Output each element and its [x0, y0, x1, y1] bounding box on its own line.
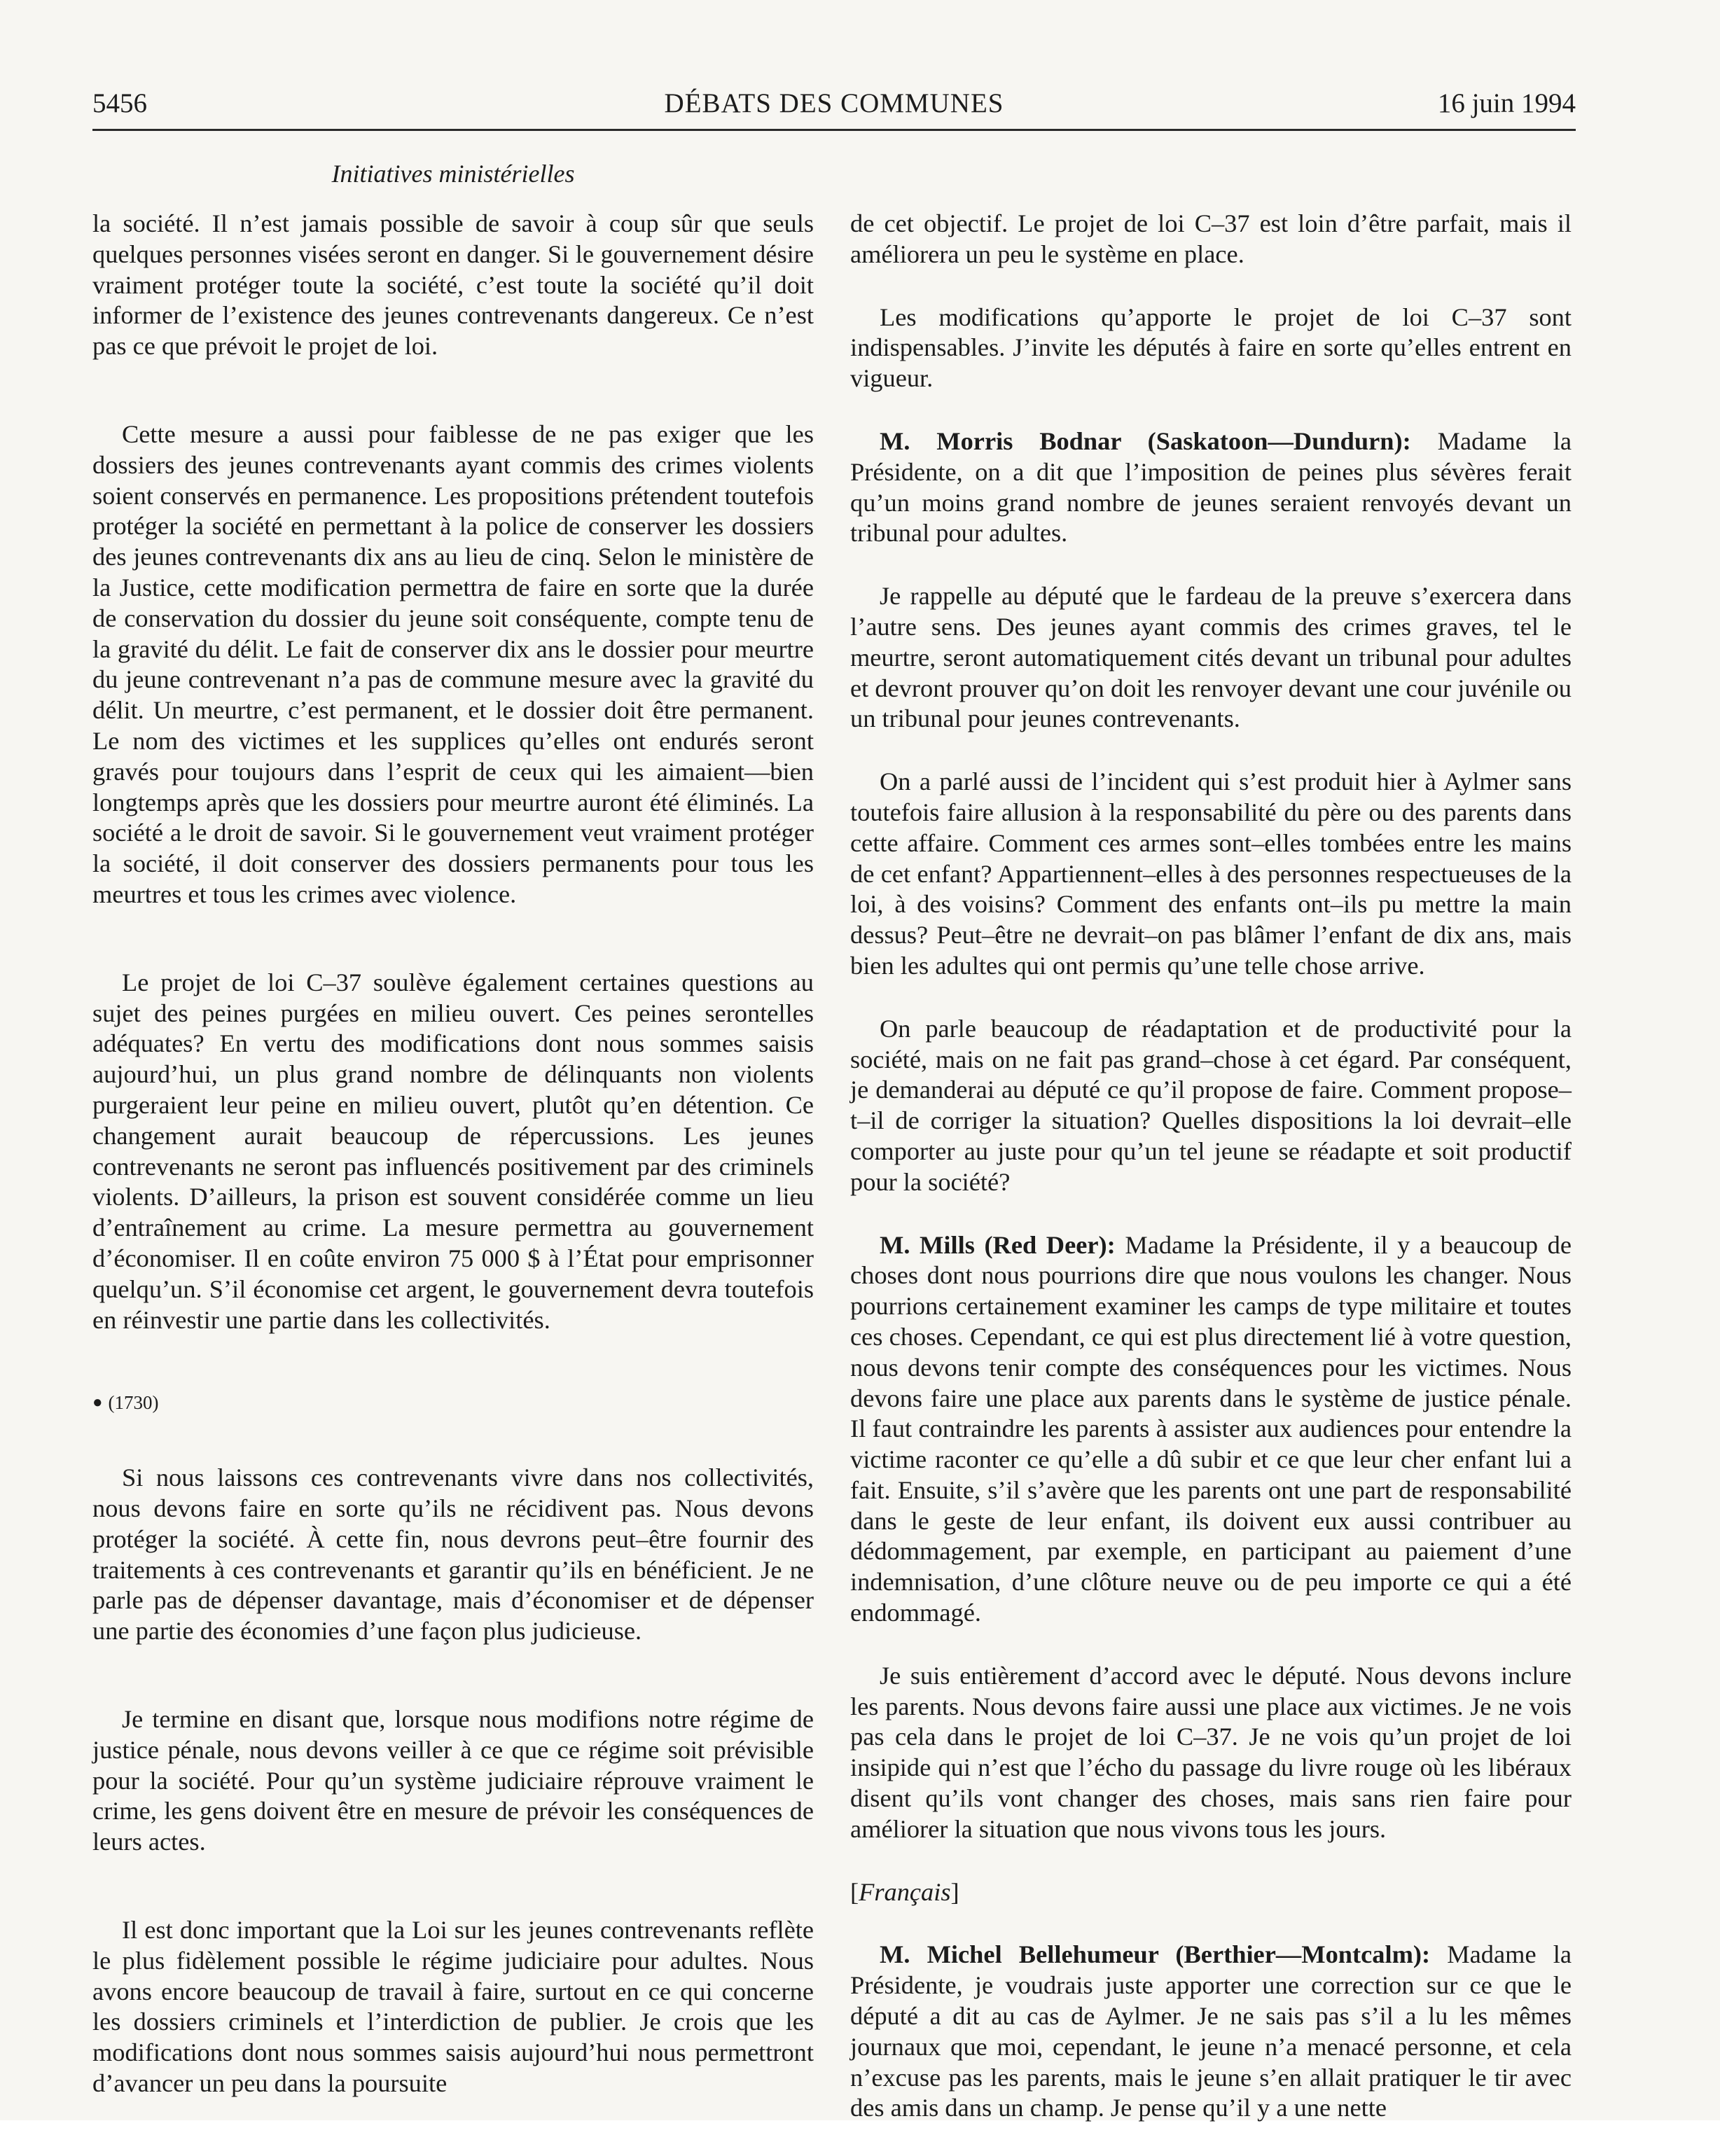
speaker-paragraph	[850, 1940, 1572, 2124]
paragraph: Si nous laissons ces contrevenants vivre dans nos collectivités, nous devons faire en sorte qu’ils ne récidivent pas. Nous devons protéger la société. À cette fin, nous devrons peut–être fournir des traitements à ces contrevenants et garantir qu’ils en bénéficient. Je ne parle pas de dépenser davantage, mais d’économiser et de dépenser une partie des économies d’une façon plus judicieuse.	[92, 1463, 814, 1646]
bullet-icon: ●	[92, 1393, 103, 1412]
right-column	[850, 209, 1572, 2156]
paragraph: Il est donc important que la Loi sur les jeunes contrevenants reflète le plus fidèlement possible le régime judiciaire pour adultes. Nous avons encore beaucoup de travail à faire, surtout en ce qui concerne les dossiers criminels et l’interdiction de publier. Je crois que les modifications dont nous sommes saisis aujourd’hui nous permettront d’avancer un peu dans la poursuite	[92, 1916, 814, 2098]
paragraph: de cet objectif. Le projet de loi C–37 est loin d’être parfait, mais il améliorera un peu le système en place.	[850, 209, 1572, 268]
paragraph: On a parlé aussi de l’incident qui s’est produit hier à Aylmer sans toutefois faire allusion à la responsabilité du père ou des parents dans cette affaire. Comment ces armes sont–elles tombées entre les mains de cet enfant? Appartiennent–elles à des personnes respectueuses de la loi, à des voisins? Comment des enfants ont–ils pu mettre la main dessus? Peut–être ne devrait–on pas blâmer l’enfant de dix ans, mais bien les adultes qui ont permis qu’une telle chose arrive.	[850, 767, 1572, 980]
page-number: 5456	[92, 88, 147, 118]
paragraph: On parle beaucoup de réadaptation et de productivité pour la société, mais on ne fait pas grand–chose à cet égard. Par conséquent, je demanderai au député ce qu’il propose de faire. Comment propose–t–il de corriger la situation? Quelles dispositions la loi devrait–elle comporter au juste pour qu’un tel jeune se réadapte et soit productif pour la société?	[850, 1014, 1572, 1196]
speech-text: Madame la Présidente, il y a beaucoup de choses dont nous pourrions dire que nous voulons les changer. Nous pourrions certainement examiner les camps de type militaire et toutes ces choses. Cependant, ce qui est plus directement lié à votre question, nous devons tenir compte des conséquences pour les victimes. Nous devons faire une place aux parents dans le système de justice pénale. Il faut contraindre les parents à assister aux audiences pour entendre la victime raconter ce qu’elle a dû subir et ce que leur cher enfant lui a fait. Ensuite, s’il s’avère que les parents ont une part de responsabilité dans le geste de leur enfant, ils doivent eux aussi contribuer au dédommagement, par exemple, en participant au paiement d’une indemnisation, d’une clôture neuve ou de peu importe ce qui a été endommagé.	[850, 1230, 1572, 1627]
time-marker	[92, 1389, 814, 1417]
page-header	[92, 83, 1576, 131]
language-tag: [Français]	[850, 1877, 959, 1906]
paragraph: la société. Il n’est jamais possible de savoir à coup sûr que seuls quelques personnes visées seront en danger. Si le gouvernement désire vraiment protéger toute la société, c’est toute la société qu’il doit informer de l’existence des jeunes contrevenants dangereux. Ce n’est pas ce que prévoit le projet de loi.	[92, 209, 814, 361]
speaker-paragraph	[850, 1230, 1572, 1629]
running-title: DÉBATS DES COMMUNES	[664, 88, 1004, 118]
paragraph: Je rappelle au député que le fardeau de la preuve s’exercera dans l’autre sens. Des jeunes ayant commis des crimes graves, tel le meurtre, seront automatiquement cités devant un tribunal pour adultes et devront prouver qu’on doit les renvoyer devant une cour juvénile ou un tribunal pour jeunes contrevenants.	[850, 582, 1572, 733]
paragraph: Le projet de loi C–37 soulève également certaines questions au sujet des peines purgées en milieu ouvert. Ces peines serontelles adéquates? En vertu des modifications dont nous sommes saisis aujourd’hui, un plus grand nombre de délinquants non violents purgeraient leur peine en milieu ouvert, plutôt qu’en détention. Ce changement aurait beaucoup de répercussions. Les jeunes contrevenants ne seront pas influencés positivement par des criminels violents. D’ailleurs, la prison est souvent considérée comme un lieu d’entraînement au crime. La mesure permettra au gouvernement d’économiser. Il en coûte environ 75 000 $ à l’État pour emprisonner quelqu’un. S’il économise cet argent, le gouvernement devra toutefois en réinvestir une partie dans les collectivités.	[92, 968, 814, 1334]
time-marker-text: (1730)	[108, 1392, 159, 1414]
page-date: 16 juin 1994	[1437, 88, 1576, 118]
speaker-paragraph	[850, 426, 1572, 549]
section-heading: Initiatives ministérielles	[331, 160, 575, 188]
language-name: Français	[859, 1877, 951, 1906]
speaker-name: M. Mills (Red Deer):	[880, 1230, 1116, 1259]
paragraph: Je termine en disant que, lorsque nous modifions notre régime de justice pénale, nous devons veiller à ce que ce régime soit prévisible pour la société. Pour qu’un système judiciaire réprouve vraiment le crime, les gens doivent être en mesure de prévoir les conséquences de leurs actes.	[92, 1705, 814, 1856]
speaker-name: M. Michel Bellehumeur (Berthier—Montcalm):	[880, 1940, 1431, 1969]
paragraph: Cette mesure a aussi pour faiblesse de ne pas exiger que les dossiers des jeunes contrevenants ayant commis des crimes violents soient conservés en permanence. Les propositions prétendent toutefois protéger la société en permettant à la police de conserver les dossiers des jeunes contrevenants dix ans au lieu de cinq. Selon le ministère de la Justice, cette modification permettra de faire en sorte que la durée de conservation du dossier du jeune soit conséquente, compte tenu de la gravité du délit. Le fait de conserver dix ans le dossier pour meurtre du jeune contrevenant n’a pas de commune mesure avec la gravité du délit. Un meurtre, c’est permanent, et le dossier doit être permanent. Le nom des victimes et les supplices qu’elles ont endurés seront gravés pour toujours dans l’esprit de ceux qui les aimaient—bien longtemps après que les dossiers pour meurtre auront été éliminés. La société a le droit de savoir. Si le gouvernement veut vraiment protéger la société, il doit conserver des dossiers permanents pour tous les meurtres et tous les crimes avec violence.	[92, 419, 814, 908]
speaker-name: M. Morris Bodnar (Saskatoon—Dundurn):	[880, 426, 1411, 455]
speech-text: Madame la Présidente, je voudrais juste apporter une correction sur ce que le député a dit au cas de Aylmer. Je ne sais pas s’il a lu les mêmes journaux que moi, cependant, le jeune n’a menacé personne, et cela n’excuse pas les parents, mais le jeune s’en allait pratiquer le tir avec des amis dans un champ. Je pense qu’il y a une nette	[850, 1940, 1572, 2122]
paragraph: Je suis entièrement d’accord avec le député. Nous devons inclure les parents. Nous devons faire aussi une place aux victimes. Je ne vois pas cela dans le projet de loi C–37. Je ne vois qu’un projet de loi insipide qui n’est que l’écho du passage du livre rouge où les libéraux disent qu’ils vont changer des choses, mais sans rien faire pour améliorer la situation que nous vivons tous les jours.	[850, 1661, 1572, 1843]
speech-text: Madame la Présidente, on a dit que l’imposition de peines plus sévères ferait qu’un moins grand nombre de jeunes seraient renvoyés devant un tribunal pour adultes.	[850, 426, 1572, 548]
left-column	[92, 209, 814, 2131]
paragraph: Les modifications qu’apporte le projet de loi C–37 sont indispensables. J’invite les députés à faire en sorte qu’elles entrent en vigueur.	[850, 302, 1572, 393]
